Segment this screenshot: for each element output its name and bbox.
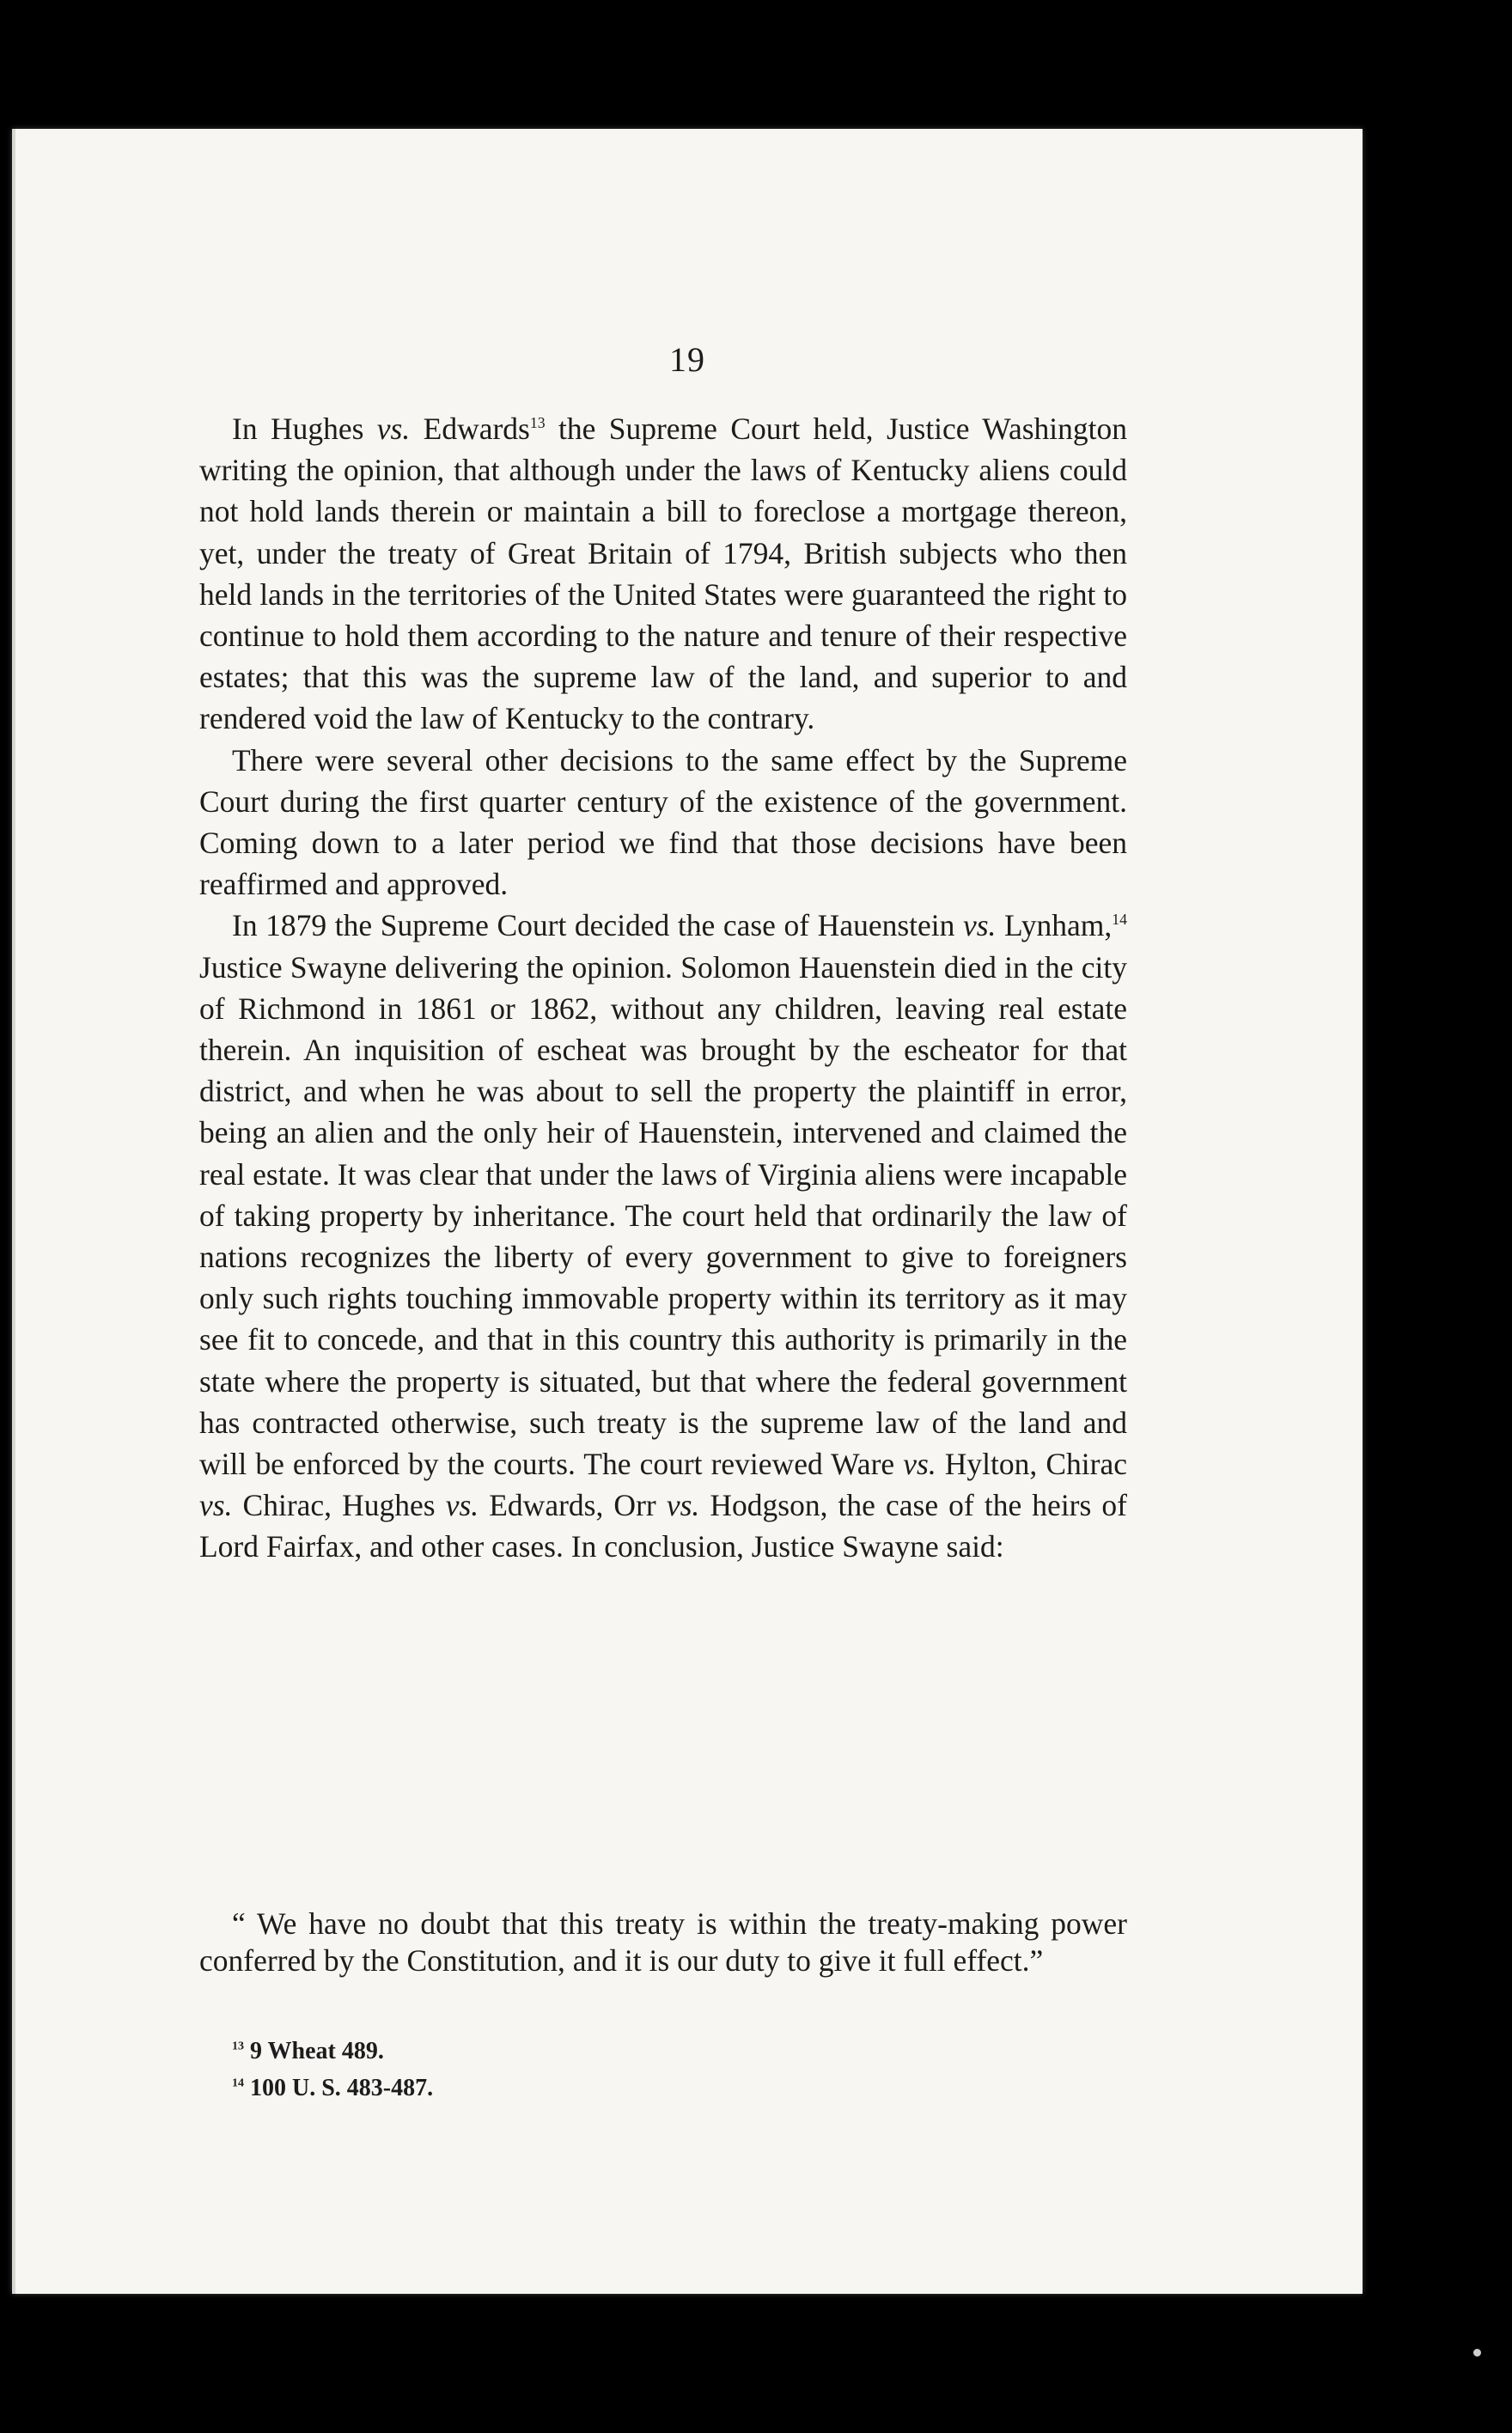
paragraph-text: Justice Swayne delivering the opinion. Solomon Hauenstein died in the city of Richmond in 1861 or 1862, without any children, leaving real estate therein. An inquisition of escheat was brought by the escheator for that district, and when he was about to sell the property the plaintiff in error, being an alien and the only heir of Hauenstein, intervened and claimed the real estate. It was clear that under the laws of Virginia aliens were incapable of taking property by inheritance. The court held that ordinarily the law of nations recognizes the liberty of every government to give to foreigners only such rights touching immovable property within its territory as it may see fit to concede, and that in this country this authority is primarily in the state where the property is situated, but that where the federal government has contracted otherwise, such treaty is the supreme law of the land and will be enforced by the courts. The court reviewed Ware: [199, 949, 1127, 1482]
page-edge: [12, 129, 15, 2294]
paragraph-text: Lynham,: [996, 908, 1113, 943]
italic-text: vs.: [445, 1488, 479, 1523]
block-quote: “ We have no doubt that this treaty is within the treaty-making power conferred by the Constitution, and it is our duty to give it full effect.”: [199, 1906, 1127, 1978]
scan-speck: [1473, 2349, 1481, 2357]
footnote-text: 100 U. S. 483-487.: [250, 2075, 434, 2101]
paragraph: [199, 740, 1127, 906]
footnote-reference: 13: [529, 414, 546, 432]
italic-text: vs.: [903, 1447, 936, 1482]
page-number: 19: [669, 340, 705, 379]
document-page: [12, 129, 1363, 2294]
italic-text: vs.: [666, 1488, 700, 1523]
footnote-mark: 14: [232, 2076, 244, 2090]
paragraph: [199, 905, 1127, 1567]
footnote-mark: 13: [232, 2040, 244, 2053]
footnote-text: 9 Wheat 489.: [250, 2038, 384, 2064]
paragraph-text: In Hughes: [232, 412, 377, 446]
italic-text: vs.: [962, 908, 997, 943]
paragraph-text: Chirac, Hughes: [232, 1488, 446, 1523]
italic-text: vs.: [376, 412, 411, 446]
footnote: [232, 2070, 433, 2107]
italic-text: vs.: [199, 1488, 233, 1523]
paragraph-text: the Supreme Court held, Justice Washington writing the opinion, that although under the laws of Kentucky aliens could not hold lands therein or maintain a bill to foreclose a mortgage thereon, yet, under the treaty of Great Britain of 1794, British subjects who then held lands in the territories of the United States were guaranteed the right to continue to hold them according to the nature and tenure of their respective estates; that this was the supreme law of the land, and superior to and rendered void the law of Kentucky to the contrary.: [199, 412, 1128, 736]
paragraph-text: Edwards: [410, 412, 530, 446]
paragraph-text: There were several other decisions to the same effect by the Supreme Court during the first quarter century of the existence of the government. Coming down to a later period we find that those decisions have been reaffirmed and approved.: [199, 742, 1127, 902]
body-text: [199, 408, 1127, 1568]
paragraph-text: Hylton, Chirac: [936, 1447, 1127, 1482]
paragraph-text: Hodgson, the case of the heirs of Lord Fairfax, and other cases. In conclusion, Justice Swayne said:: [199, 1488, 1127, 1564]
footnote: [232, 2033, 433, 2070]
paragraph-text: In 1879 the Supreme Court decided the case of Hauenstein: [232, 908, 963, 943]
footnotes: [232, 2033, 433, 2107]
footnote-reference: 14: [1112, 911, 1127, 929]
paragraph: [199, 408, 1127, 740]
paragraph-text: Edwards, Orr: [479, 1488, 667, 1523]
